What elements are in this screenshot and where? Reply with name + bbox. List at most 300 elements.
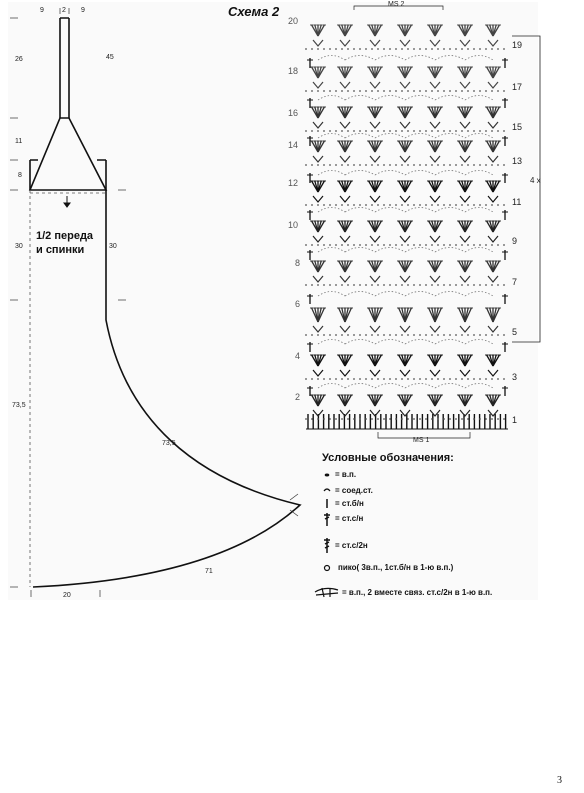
- stitch-mark: [437, 334, 439, 336]
- stitch-mark: [353, 284, 355, 286]
- stitch-mark: [335, 244, 337, 246]
- stitch-mark: [353, 334, 355, 336]
- stitch-mark: [341, 244, 343, 246]
- stitch-mark: [425, 244, 427, 246]
- stitch-mark: [395, 204, 397, 206]
- dim-71: 71: [205, 568, 213, 575]
- dim-30-left: 30: [15, 243, 23, 250]
- stitch-mark: [491, 48, 493, 50]
- stitch-mark: [491, 204, 493, 206]
- stitch-mark: [443, 204, 445, 206]
- stitch-mark: [497, 244, 499, 246]
- stitch-mark: [401, 378, 403, 380]
- stitch-mark: [389, 244, 391, 246]
- stitch-mark: [449, 204, 451, 206]
- stitch-mark: [311, 284, 313, 286]
- stitch-mark: [329, 48, 331, 50]
- row-label-20: 20: [288, 16, 299, 26]
- stitch-mark: [479, 48, 481, 50]
- stitch-mark: [419, 164, 421, 166]
- stitch-mark: [311, 334, 313, 336]
- stitch-mark: [389, 284, 391, 286]
- stitch-mark: [365, 418, 367, 420]
- stitch-mark: [329, 378, 331, 380]
- legend-item-chain: = в.п.: [335, 470, 357, 479]
- dim-73-5-curve: 73,5: [162, 440, 176, 447]
- stitch-mark: [335, 378, 337, 380]
- stitch-mark: [401, 130, 403, 132]
- stitch-mark: [323, 130, 325, 132]
- stitch-mark: [467, 90, 469, 92]
- stitch-mark: [461, 90, 463, 92]
- stitch-mark: [407, 164, 409, 166]
- legend-item-slip-stitch: = соед.ст.: [335, 486, 373, 495]
- stitch-mark: [395, 378, 397, 380]
- scheme-title: Схема 2: [228, 4, 280, 19]
- stitch-mark: [305, 204, 307, 206]
- stitch-mark: [353, 378, 355, 380]
- stitch-mark: [329, 418, 331, 420]
- stitch-mark: [353, 130, 355, 132]
- row-label-1: 1: [512, 415, 518, 425]
- stitch-mark: [401, 204, 403, 206]
- stitch-mark: [341, 130, 343, 132]
- stitch-mark: [461, 130, 463, 132]
- stitch-mark: [497, 418, 499, 420]
- row-label-13: 13: [512, 156, 523, 166]
- chain-icon: [325, 474, 329, 476]
- stitch-mark: [443, 90, 445, 92]
- stitch-mark: [347, 130, 349, 132]
- stitch-mark: [359, 334, 361, 336]
- stitch-mark: [371, 378, 373, 380]
- stitch-mark: [497, 90, 499, 92]
- stitch-mark: [389, 334, 391, 336]
- stitch-mark: [485, 48, 487, 50]
- stitch-mark: [401, 418, 403, 420]
- stitch-mark: [455, 378, 457, 380]
- stitch-mark: [353, 164, 355, 166]
- stitch-mark: [329, 90, 331, 92]
- stitch-mark: [491, 334, 493, 336]
- stitch-mark: [377, 418, 379, 420]
- stitch-mark: [413, 418, 415, 420]
- stitch-mark: [407, 90, 409, 92]
- stitch-mark: [443, 130, 445, 132]
- stitch-mark: [383, 284, 385, 286]
- row-label-11: 11: [512, 197, 522, 207]
- stitch-mark: [467, 244, 469, 246]
- stitch-mark: [311, 90, 313, 92]
- stitch-mark: [479, 284, 481, 286]
- stitch-mark: [407, 334, 409, 336]
- stitch-mark: [419, 418, 421, 420]
- stitch-mark: [401, 284, 403, 286]
- stitch-mark: [443, 48, 445, 50]
- stitch-mark: [497, 164, 499, 166]
- stitch-mark: [479, 244, 481, 246]
- stitch-mark: [359, 90, 361, 92]
- stitch-mark: [467, 164, 469, 166]
- stitch-mark: [437, 284, 439, 286]
- stitch-mark: [473, 164, 475, 166]
- stitch-mark: [335, 284, 337, 286]
- stitch-mark: [353, 204, 355, 206]
- stitch-mark: [485, 90, 487, 92]
- stitch-mark: [395, 334, 397, 336]
- stitch-mark: [437, 164, 439, 166]
- stitch-mark: [425, 90, 427, 92]
- row-label-19: 19: [512, 40, 523, 50]
- stitch-mark: [353, 418, 355, 420]
- stitch-mark: [467, 130, 469, 132]
- legend-heading: Условные обозначения:: [322, 452, 454, 464]
- stitch-mark: [341, 164, 343, 166]
- stitch-mark: [329, 130, 331, 132]
- stitch-mark: [461, 164, 463, 166]
- stitch-mark: [347, 244, 349, 246]
- dim-11: 11: [15, 138, 23, 145]
- dim-top-right: 9: [81, 7, 85, 14]
- stitch-mark: [365, 334, 367, 336]
- stitch-mark: [371, 90, 373, 92]
- stitch-mark: [443, 334, 445, 336]
- stitch-mark: [305, 284, 307, 286]
- stitch-mark: [461, 378, 463, 380]
- stitch-mark: [335, 48, 337, 50]
- stitch-mark: [317, 48, 319, 50]
- dim-20: 20: [63, 592, 71, 599]
- stitch-mark: [389, 130, 391, 132]
- stitch-mark: [341, 378, 343, 380]
- stitch-mark: [317, 244, 319, 246]
- stitch-mark: [341, 48, 343, 50]
- stitch-mark: [407, 284, 409, 286]
- stitch-mark: [389, 90, 391, 92]
- stitch-mark: [473, 244, 475, 246]
- stitch-mark: [425, 418, 427, 420]
- stitch-mark: [479, 378, 481, 380]
- stitch-mark: [323, 48, 325, 50]
- stitch-mark: [317, 378, 319, 380]
- stitch-mark: [305, 48, 307, 50]
- stitch-mark: [311, 164, 313, 166]
- piece-label-line2: и спинки: [36, 244, 85, 256]
- stitch-mark: [407, 204, 409, 206]
- stitch-mark: [437, 378, 439, 380]
- stitch-mark: [359, 244, 361, 246]
- stitch-mark: [431, 204, 433, 206]
- stitch-mark: [335, 130, 337, 132]
- stitch-mark: [365, 130, 367, 132]
- stitch-mark: [449, 164, 451, 166]
- legend-item-treble-crochet: = ст.с/2н: [335, 541, 368, 550]
- stitch-mark: [425, 130, 427, 132]
- stitch-mark: [341, 334, 343, 336]
- row-label-16: 16: [288, 108, 299, 118]
- stitch-mark: [377, 378, 379, 380]
- stitch-mark: [347, 164, 349, 166]
- stitch-mark: [305, 164, 307, 166]
- stitch-mark: [413, 164, 415, 166]
- legend-item-picot: пико( 3в.п., 1ст.б/н в 1-ю в.п.): [338, 563, 454, 572]
- stitch-mark: [431, 164, 433, 166]
- stitch-mark: [395, 130, 397, 132]
- row-label-8: 8: [295, 258, 301, 268]
- stitch-mark: [383, 334, 385, 336]
- stitch-mark: [467, 418, 469, 420]
- stitch-mark: [467, 284, 469, 286]
- page-number: 3: [557, 775, 562, 786]
- stitch-mark: [467, 204, 469, 206]
- stitch-mark: [389, 164, 391, 166]
- stitch-mark: [491, 130, 493, 132]
- stitch-mark: [359, 284, 361, 286]
- dim-top-mid: 2: [62, 7, 66, 14]
- stitch-mark: [365, 378, 367, 380]
- stitch-mark: [443, 244, 445, 246]
- stitch-mark: [425, 334, 427, 336]
- stitch-mark: [419, 90, 421, 92]
- stitch-mark: [395, 90, 397, 92]
- stitch-mark: [425, 378, 427, 380]
- stitch-mark: [413, 130, 415, 132]
- stitch-mark: [341, 90, 343, 92]
- stitch-mark: [401, 48, 403, 50]
- stitch-mark: [335, 418, 337, 420]
- stitch-mark: [341, 284, 343, 286]
- stitch-mark: [467, 48, 469, 50]
- stitch-mark: [503, 90, 505, 92]
- stitch-mark: [449, 48, 451, 50]
- stitch-mark: [437, 244, 439, 246]
- stitch-mark: [323, 244, 325, 246]
- stitch-mark: [389, 418, 391, 420]
- stitch-mark: [383, 48, 385, 50]
- stitch-mark: [347, 204, 349, 206]
- row-label-3: 3: [512, 372, 518, 382]
- stitch-mark: [485, 334, 487, 336]
- stitch-mark: [371, 164, 373, 166]
- stitch-mark: [437, 130, 439, 132]
- stitch-mark: [425, 284, 427, 286]
- stitch-mark: [377, 284, 379, 286]
- stitch-mark: [413, 244, 415, 246]
- stitch-mark: [311, 244, 313, 246]
- stitch-mark: [503, 334, 505, 336]
- stitch-mark: [407, 130, 409, 132]
- stitch-mark: [479, 164, 481, 166]
- dim-45: 45: [106, 54, 114, 61]
- stitch-mark: [323, 418, 325, 420]
- stitch-mark: [419, 130, 421, 132]
- scan-area: [8, 2, 538, 600]
- stitch-mark: [347, 418, 349, 420]
- stitch-mark: [323, 284, 325, 286]
- row-label-18: 18: [288, 66, 299, 76]
- stitch-mark: [497, 284, 499, 286]
- stitch-mark: [497, 48, 499, 50]
- stitch-mark: [377, 90, 379, 92]
- stitch-mark: [437, 90, 439, 92]
- stitch-mark: [353, 244, 355, 246]
- stitch-mark: [371, 204, 373, 206]
- stitch-mark: [485, 284, 487, 286]
- stitch-mark: [407, 418, 409, 420]
- stitch-mark: [485, 204, 487, 206]
- stitch-mark: [395, 418, 397, 420]
- stitch-mark: [449, 378, 451, 380]
- stitch-mark: [467, 378, 469, 380]
- stitch-mark: [359, 378, 361, 380]
- stitch-mark: [431, 378, 433, 380]
- legend-item-single-crochet: = ст.б/н: [335, 499, 364, 508]
- stitch-mark: [311, 204, 313, 206]
- legend-item-cluster: = в.п., 2 вместе связ. ст.с/2н в 1-ю в.п.: [342, 588, 493, 597]
- stitch-mark: [473, 334, 475, 336]
- stitch-mark: [365, 90, 367, 92]
- stitch-mark: [365, 204, 367, 206]
- stitch-mark: [323, 90, 325, 92]
- stitch-mark: [503, 48, 505, 50]
- stitch-mark: [383, 378, 385, 380]
- stitch-mark: [359, 48, 361, 50]
- stitch-mark: [401, 334, 403, 336]
- stitch-mark: [383, 90, 385, 92]
- stitch-mark: [497, 130, 499, 132]
- stitch-mark: [347, 378, 349, 380]
- legend-item-double-crochet: = ст.с/н: [335, 514, 364, 523]
- stitch-mark: [425, 204, 427, 206]
- stitch-mark: [359, 418, 361, 420]
- stitch-mark: [389, 204, 391, 206]
- stitch-mark: [419, 284, 421, 286]
- stitch-mark: [377, 130, 379, 132]
- stitch-mark: [407, 48, 409, 50]
- stitch-mark: [365, 164, 367, 166]
- row-label-15: 15: [512, 122, 523, 132]
- stitch-mark: [329, 334, 331, 336]
- ms1-label: MS 1: [413, 437, 430, 444]
- stitch-mark: [413, 204, 415, 206]
- stitch-mark: [473, 378, 475, 380]
- stitch-mark: [455, 130, 457, 132]
- stitch-mark: [395, 48, 397, 50]
- stitch-mark: [383, 204, 385, 206]
- stitch-mark: [491, 378, 493, 380]
- stitch-mark: [377, 334, 379, 336]
- stitch-mark: [365, 244, 367, 246]
- stitch-mark: [335, 334, 337, 336]
- stitch-mark: [461, 334, 463, 336]
- stitch-mark: [449, 90, 451, 92]
- stitch-mark: [413, 90, 415, 92]
- stitch-mark: [377, 244, 379, 246]
- stitch-mark: [497, 204, 499, 206]
- stitch-mark: [407, 244, 409, 246]
- ms2-label: MS 2: [388, 1, 405, 8]
- stitch-mark: [485, 418, 487, 420]
- stitch-mark: [431, 48, 433, 50]
- stitch-mark: [395, 244, 397, 246]
- stitch-mark: [401, 90, 403, 92]
- stitch-mark: [461, 244, 463, 246]
- stitch-mark: [491, 244, 493, 246]
- stitch-mark: [491, 418, 493, 420]
- stitch-mark: [425, 48, 427, 50]
- stitch-mark: [311, 48, 313, 50]
- stitch-mark: [485, 378, 487, 380]
- stitch-mark: [323, 164, 325, 166]
- row-label-9: 9: [512, 236, 518, 246]
- stitch-mark: [419, 204, 421, 206]
- stitch-mark: [479, 90, 481, 92]
- stitch-mark: [383, 418, 385, 420]
- stitch-mark: [323, 334, 325, 336]
- stitch-mark: [431, 284, 433, 286]
- stitch-mark: [401, 244, 403, 246]
- stitch-mark: [305, 378, 307, 380]
- stitch-mark: [473, 284, 475, 286]
- stitch-mark: [431, 90, 433, 92]
- stitch-mark: [419, 334, 421, 336]
- stitch-mark: [473, 130, 475, 132]
- stitch-mark: [383, 164, 385, 166]
- stitch-mark: [431, 130, 433, 132]
- stitch-mark: [317, 334, 319, 336]
- stitch-mark: [437, 204, 439, 206]
- stitch-mark: [371, 418, 373, 420]
- stitch-mark: [473, 418, 475, 420]
- stitch-mark: [317, 130, 319, 132]
- stitch-mark: [479, 204, 481, 206]
- stitch-mark: [347, 284, 349, 286]
- piece-label: [36, 229, 116, 257]
- stitch-mark: [311, 418, 313, 420]
- stitch-mark: [503, 204, 505, 206]
- stitch-mark: [341, 418, 343, 420]
- stitch-mark: [473, 204, 475, 206]
- stitch-mark: [323, 204, 325, 206]
- stitch-mark: [503, 164, 505, 166]
- dim-73-5-left: 73,5: [12, 402, 26, 409]
- stitch-mark: [449, 244, 451, 246]
- stitch-mark: [329, 244, 331, 246]
- stitch-mark: [365, 284, 367, 286]
- stitch-mark: [479, 418, 481, 420]
- stitch-mark: [317, 418, 319, 420]
- stitch-mark: [329, 164, 331, 166]
- stitch-mark: [419, 244, 421, 246]
- stitch-mark: [455, 284, 457, 286]
- stitch-mark: [347, 334, 349, 336]
- row-label-14: 14: [288, 140, 299, 150]
- stitch-mark: [455, 48, 457, 50]
- stitch-mark: [455, 90, 457, 92]
- stitch-mark: [455, 244, 457, 246]
- stitch-mark: [341, 204, 343, 206]
- stitch-mark: [371, 130, 373, 132]
- stitch-mark: [443, 418, 445, 420]
- stitch-mark: [377, 204, 379, 206]
- stitch-mark: [467, 334, 469, 336]
- stitch-mark: [491, 284, 493, 286]
- stitch-mark: [479, 334, 481, 336]
- stitch-mark: [383, 244, 385, 246]
- stitch-mark: [497, 334, 499, 336]
- stitch-mark: [389, 48, 391, 50]
- stitch-mark: [485, 130, 487, 132]
